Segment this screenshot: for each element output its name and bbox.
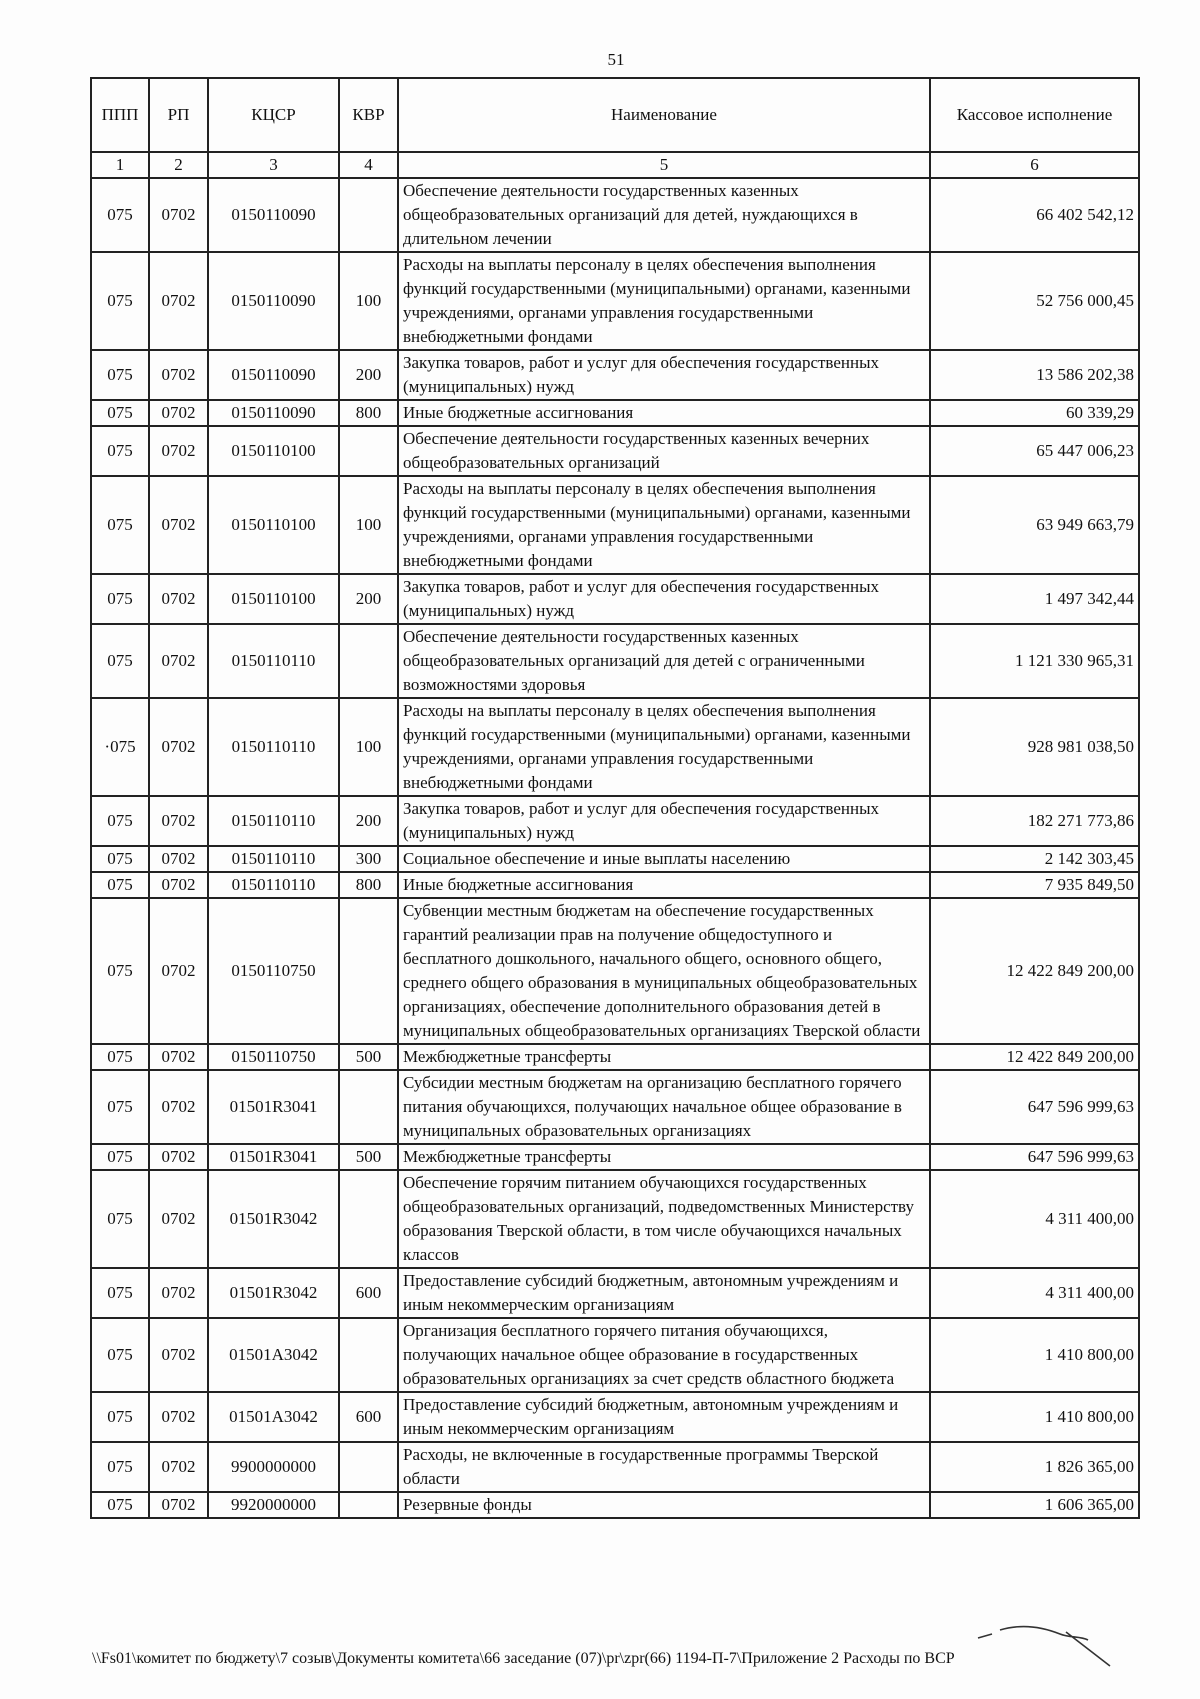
cell-kvr [339, 898, 398, 1044]
column-number: 4 [339, 152, 398, 178]
table-row [91, 1144, 1139, 1170]
table-row [91, 252, 1139, 350]
table-row [91, 1170, 1139, 1268]
table-row [91, 698, 1139, 796]
cell-rp: 0702 [149, 1318, 208, 1392]
cell-kvr [339, 1442, 398, 1492]
cell-rp: 0702 [149, 574, 208, 624]
cell-ppp: 075 [91, 426, 149, 476]
cell-ppp: 075 [91, 252, 149, 350]
column-number: 1 [91, 152, 149, 178]
cell-kcsr: 9920000000 [208, 1492, 339, 1518]
cell-rp: 0702 [149, 846, 208, 872]
cell-kcsr: 0150110110 [208, 698, 339, 796]
cell-kvr: 500 [339, 1044, 398, 1070]
table-row [91, 1044, 1139, 1070]
cell-kcsr: 0150110750 [208, 898, 339, 1044]
column-header-kcsr: КЦСР [208, 78, 339, 152]
table-row [91, 400, 1139, 426]
cell-name: Расходы на выплаты персоналу в целях обеспечения выполнения функций государственными (муниципальными) органами, казенными учреждениями, органами управления государственными внебюджетными фондами [398, 476, 930, 574]
cell-amount: 2 142 303,45 [930, 846, 1139, 872]
cell-rp: 0702 [149, 1492, 208, 1518]
cell-amount: 13 586 202,38 [930, 350, 1139, 400]
cell-amount: 1 826 365,00 [930, 1442, 1139, 1492]
cell-kvr: 600 [339, 1392, 398, 1442]
cell-amount: 4 311 400,00 [930, 1170, 1139, 1268]
cell-name: Обеспечение деятельности государственных казенных общеобразовательных организаций для детей, нуждающихся в длительном лечении [398, 178, 930, 252]
cell-rp: 0702 [149, 698, 208, 796]
cell-amount: 65 447 006,23 [930, 426, 1139, 476]
cell-rp: 0702 [149, 476, 208, 574]
cell-kvr: 100 [339, 476, 398, 574]
cell-kcsr: 0150110100 [208, 426, 339, 476]
cell-ppp: 075 [91, 1170, 149, 1268]
cell-kcsr: 01501R3042 [208, 1170, 339, 1268]
table-row [91, 1318, 1139, 1392]
cell-rp: 0702 [149, 872, 208, 898]
cell-name: Иные бюджетные ассигнования [398, 400, 930, 426]
cell-ppp: 075 [91, 1044, 149, 1070]
cell-amount: 12 422 849 200,00 [930, 898, 1139, 1044]
cell-kcsr: 01501R3041 [208, 1144, 339, 1170]
cell-name: Расходы на выплаты персоналу в целях обеспечения выполнения функций государственными (муниципальными) органами, казенными учреждениями, органами управления государственными внебюджетными фондами [398, 698, 930, 796]
cell-name: Предоставление субсидий бюджетным, автономным учреждениям и иным некоммерческим организациям [398, 1268, 930, 1318]
cell-amount: 7 935 849,50 [930, 872, 1139, 898]
column-header-amount: Кассовое исполнение [930, 78, 1139, 152]
cell-amount: 12 422 849 200,00 [930, 1044, 1139, 1070]
cell-amount: 63 949 663,79 [930, 476, 1139, 574]
cell-amount: 4 311 400,00 [930, 1268, 1139, 1318]
cell-ppp: 075 [91, 872, 149, 898]
cell-kvr: 500 [339, 1144, 398, 1170]
column-header-kvr: КВР [339, 78, 398, 152]
table-row [91, 178, 1139, 252]
signature-mark [970, 1610, 1120, 1670]
cell-ppp: 075 [91, 1442, 149, 1492]
cell-name: Межбюджетные трансферты [398, 1144, 930, 1170]
cell-kcsr: 0150110110 [208, 846, 339, 872]
cell-ppp: 075 [91, 476, 149, 574]
table-row [91, 624, 1139, 698]
cell-ppp: 075 [91, 846, 149, 872]
cell-ppp: 075 [91, 624, 149, 698]
cell-amount: 928 981 038,50 [930, 698, 1139, 796]
cell-name: Обеспечение деятельности государственных казенных общеобразовательных организаций для детей с ограниченными возможностями здоровья [398, 624, 930, 698]
cell-kcsr: 0150110090 [208, 350, 339, 400]
cell-kvr: 200 [339, 350, 398, 400]
cell-amount: 647 596 999,63 [930, 1070, 1139, 1144]
cell-ppp: 075 [91, 898, 149, 1044]
table-row [91, 476, 1139, 574]
file-path-footer: \\Fs01\комитет по бюджету\7 созыв\Документы комитета\66 заседание (07)\pr\zpr(66) 1194-П-7\Приложение 2 Расходы по ВСР [92, 1650, 955, 1667]
cell-name: Межбюджетные трансферты [398, 1044, 930, 1070]
cell-kcsr: 0150110110 [208, 872, 339, 898]
cell-name: Субсидии местным бюджетам на организацию бесплатного горячего питания обучающихся, получающих начальное общее образование в муниципальных образовательных организациях [398, 1070, 930, 1144]
cell-amount: 66 402 542,12 [930, 178, 1139, 252]
cell-kcsr: 01501A3042 [208, 1318, 339, 1392]
cell-ppp: 075 [91, 1492, 149, 1518]
cell-ppp: 075 [91, 350, 149, 400]
cell-amount: 1 410 800,00 [930, 1392, 1139, 1442]
cell-name: Закупка товаров, работ и услуг для обеспечения государственных (муниципальных) нужд [398, 796, 930, 846]
cell-name: Закупка товаров, работ и услуг для обеспечения государственных (муниципальных) нужд [398, 350, 930, 400]
table-row [91, 898, 1139, 1044]
column-header-name: Наименование [398, 78, 930, 152]
cell-kvr [339, 624, 398, 698]
table-row [91, 426, 1139, 476]
cell-rp: 0702 [149, 1144, 208, 1170]
budget-table [90, 77, 1140, 1519]
cell-ppp: 075 [91, 178, 149, 252]
cell-kcsr: 0150110110 [208, 796, 339, 846]
cell-ppp: 075 [91, 1144, 149, 1170]
cell-amount: 1 497 342,44 [930, 574, 1139, 624]
cell-name: Предоставление субсидий бюджетным, автономным учреждениям и иным некоммерческим организациям [398, 1392, 930, 1442]
cell-rp: 0702 [149, 1044, 208, 1070]
cell-name: Резервные фонды [398, 1492, 930, 1518]
cell-amount: 52 756 000,45 [930, 252, 1139, 350]
cell-name: Обеспечение деятельности государственных казенных вечерних общеобразовательных организаций [398, 426, 930, 476]
cell-kvr: 800 [339, 400, 398, 426]
cell-name: Расходы, не включенные в государственные программы Тверской области [398, 1442, 930, 1492]
column-header-ppp: ППП [91, 78, 149, 152]
header-row [91, 78, 1139, 152]
cell-name: Субвенции местным бюджетам на обеспечение государственных гарантий реализации прав на получение общедоступного и бесплатного дошкольного, начального общего, основного общего, среднего общего образования в муниципальных общеобразовательных организациях, обеспечение дополнительного образования детей в муниципальных общеобразовательных организациях Тверской области [398, 898, 930, 1044]
cell-kcsr: 0150110110 [208, 624, 339, 698]
cell-amount: 60 339,29 [930, 400, 1139, 426]
cell-kvr: 600 [339, 1268, 398, 1318]
cell-kvr [339, 1170, 398, 1268]
cell-ppp: 075 [91, 400, 149, 426]
cell-kcsr: 0150110090 [208, 178, 339, 252]
table-row [91, 872, 1139, 898]
cell-rp: 0702 [149, 178, 208, 252]
cell-kvr: 300 [339, 846, 398, 872]
cell-ppp: 075 [91, 1318, 149, 1392]
cell-amount: 1 410 800,00 [930, 1318, 1139, 1392]
cell-name: Расходы на выплаты персоналу в целях обеспечения выполнения функций государственными (муниципальными) органами, казенными учреждениями, органами управления государственными внебюджетными фондами [398, 252, 930, 350]
cell-kcsr: 0150110090 [208, 252, 339, 350]
cell-ppp: 075 [91, 1392, 149, 1442]
cell-name: Организация бесплатного горячего питания обучающихся, получающих начальное общее образование в государственных образовательных организациях за счет средств областного бюджета [398, 1318, 930, 1392]
cell-rp: 0702 [149, 796, 208, 846]
cell-kvr: 800 [339, 872, 398, 898]
cell-kvr [339, 1492, 398, 1518]
cell-kvr [339, 1070, 398, 1144]
cell-rp: 0702 [149, 400, 208, 426]
cell-rp: 0702 [149, 624, 208, 698]
cell-kcsr: 0150110750 [208, 1044, 339, 1070]
cell-kcsr: 01501A3042 [208, 1392, 339, 1442]
cell-kvr [339, 1318, 398, 1392]
cell-ppp: ·075 [91, 698, 149, 796]
table-row [91, 574, 1139, 624]
cell-name: Иные бюджетные ассигнования [398, 872, 930, 898]
cell-kvr: 100 [339, 252, 398, 350]
cell-ppp: 075 [91, 574, 149, 624]
table-row [91, 1392, 1139, 1442]
column-header-rp: РП [149, 78, 208, 152]
cell-kcsr: 0150110100 [208, 574, 339, 624]
cell-amount: 182 271 773,86 [930, 796, 1139, 846]
cell-rp: 0702 [149, 350, 208, 400]
column-number: 2 [149, 152, 208, 178]
column-number: 6 [930, 152, 1139, 178]
page-number: 51 [607, 50, 625, 69]
cell-amount: 647 596 999,63 [930, 1144, 1139, 1170]
cell-kcsr: 01501R3041 [208, 1070, 339, 1144]
cell-name: Обеспечение горячим питанием обучающихся государственных общеобразовательных организаций, подведомственных Министерству образования Тверской области, в том числе обучающихся начальных классов [398, 1170, 930, 1268]
cell-rp: 0702 [149, 1442, 208, 1492]
cell-rp: 0702 [149, 426, 208, 476]
table-row [91, 846, 1139, 872]
table-row [91, 1268, 1139, 1318]
cell-kcsr: 9900000000 [208, 1442, 339, 1492]
cell-kvr: 200 [339, 796, 398, 846]
cell-kcsr: 01501R3042 [208, 1268, 339, 1318]
cell-rp: 0702 [149, 898, 208, 1044]
cell-ppp: 075 [91, 796, 149, 846]
cell-rp: 0702 [149, 252, 208, 350]
cell-ppp: 075 [91, 1070, 149, 1144]
table-row [91, 350, 1139, 400]
table-row [91, 796, 1139, 846]
cell-kvr [339, 178, 398, 252]
cell-name: Социальное обеспечение и иные выплаты населению [398, 846, 930, 872]
cell-kvr [339, 426, 398, 476]
table-row [91, 1492, 1139, 1518]
column-number-row [91, 152, 1139, 178]
cell-name: Закупка товаров, работ и услуг для обеспечения государственных (муниципальных) нужд [398, 574, 930, 624]
cell-amount: 1 606 365,00 [930, 1492, 1139, 1518]
cell-kvr: 100 [339, 698, 398, 796]
cell-kcsr: 0150110090 [208, 400, 339, 426]
table-row [91, 1070, 1139, 1144]
cell-rp: 0702 [149, 1170, 208, 1268]
column-number: 3 [208, 152, 339, 178]
column-number: 5 [398, 152, 930, 178]
cell-rp: 0702 [149, 1268, 208, 1318]
table-row [91, 1442, 1139, 1492]
cell-kcsr: 0150110100 [208, 476, 339, 574]
cell-kvr: 200 [339, 574, 398, 624]
cell-rp: 0702 [149, 1070, 208, 1144]
cell-amount: 1 121 330 965,31 [930, 624, 1139, 698]
cell-rp: 0702 [149, 1392, 208, 1442]
cell-ppp: 075 [91, 1268, 149, 1318]
